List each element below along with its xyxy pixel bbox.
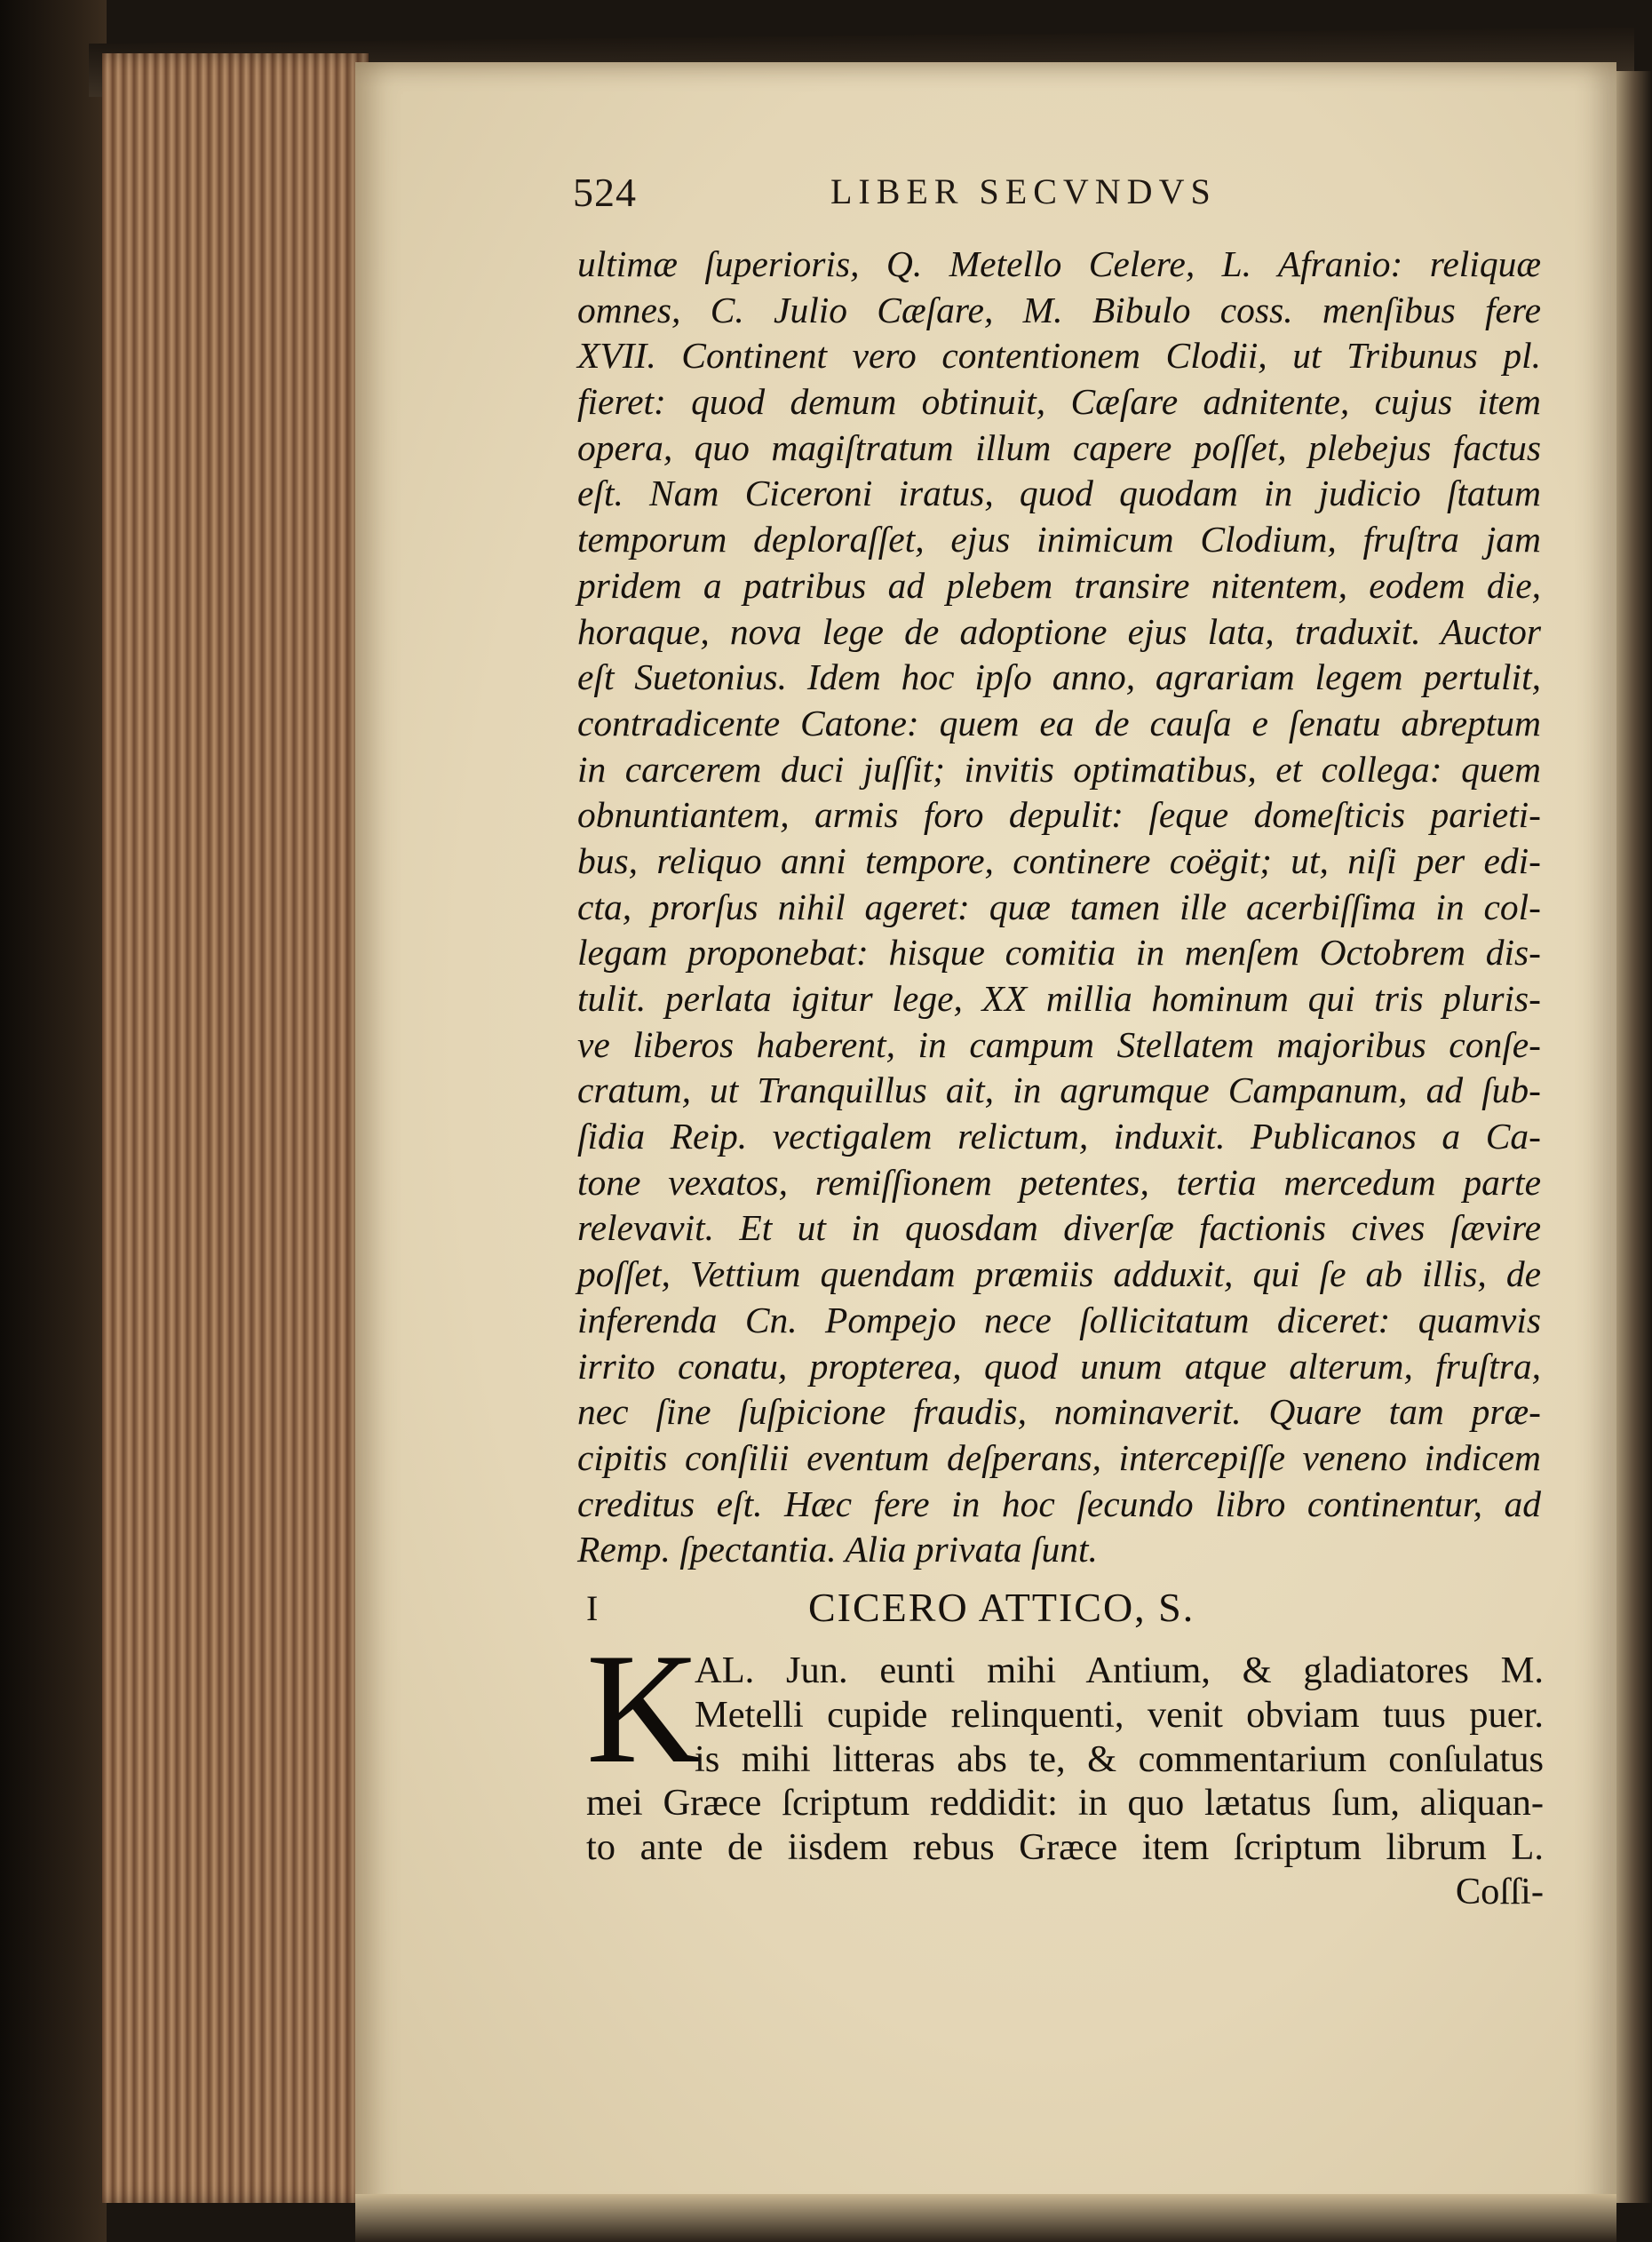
summary-line: relevavit. Et ut in quosdam diverſæ factionis cives ſævire — [577, 1207, 1541, 1249]
catchword: Coſſi- — [1455, 1870, 1544, 1912]
summary-line: XVII. Continent vero contentionem Clodii, ut Tribunus pl. — [577, 335, 1541, 377]
page-stack-edge — [102, 53, 369, 2203]
summary-line: opera, quo magiſtratum illum capere poſſet, plebejus factus — [577, 426, 1541, 468]
letter-line: AL. Jun. eunti mihi Antium, & gladiatores M. — [695, 1650, 1544, 1691]
summary-line: poſſet, Vettium quendam præmiis adduxit, qui ſe ab illis, de — [577, 1253, 1541, 1295]
summary-line: obnuntiantem, armis foro depulit: ſeque domeſticis parieti- — [577, 794, 1541, 836]
summary-line: fieret: quod demum obtinuit, Cæſare adnitente, cujus item — [577, 381, 1541, 423]
letter-line: mei Græce ſcriptum reddidit: in quo lætatus ſum, aliquan- — [586, 1782, 1544, 1825]
binding-edge — [0, 0, 107, 2242]
summary-line: ſidia Reip. vectigalem relictum, induxit. Publicanos a Ca- — [577, 1116, 1541, 1157]
summary-line: in carcerem duci juſſit; invitis optimatibus, et collega: quem — [577, 748, 1541, 790]
summary-line: nec ſine ſuſpicione fraudis, nominaverit. Quare tam præ- — [577, 1391, 1541, 1433]
summary-line: tulit. perlata igitur lege, XX millia hominum qui tris pluris- — [577, 978, 1541, 1019]
summary-line: cratum, ut Tranquillus ait, in agrumque Campanum, ad ſub- — [577, 1069, 1541, 1111]
summary-line: horaque, nova lege de adoptione ejus lata, traduxit. Auctor — [577, 610, 1541, 652]
summary-line: eſt. Nam Ciceroni iratus, quod quodam in judicio ſtatum — [577, 473, 1541, 514]
letter-line: to ante de iisdem rebus Græce item ſcriptum librum L. — [586, 1826, 1544, 1869]
summary-line: legam proponebat: hisque comitia in menſem Octobrem dis- — [577, 932, 1541, 974]
summary-line: tone vexatos, remiſſionem petentes, tertia mercedum parte — [577, 1161, 1541, 1203]
running-head: LIBER SECVNDVS — [830, 171, 1217, 211]
summary-line: temporum deploraſſet, ejus inimicum Clodium, fruſtra jam — [577, 519, 1541, 560]
summary-line: irrito conatu, propterea, quod unum atque alterum, fruſtra, — [577, 1345, 1541, 1387]
summary-line: creditus eſt. Hæc fere in hoc ſecundo libro continentur, ad — [577, 1483, 1541, 1524]
summary-line: Remp. ſpectantia. Alia privata ſunt. — [577, 1529, 1098, 1570]
page-header — [573, 169, 1550, 222]
letter-number: I — [586, 1588, 599, 1628]
summary-line: omnes, C. Julio Cæſare, M. Bibulo coss. menſibus fere — [577, 289, 1541, 330]
letter-heading: CICERO ATTICO, S. — [808, 1585, 1195, 1630]
summary-line: pridem a patribus ad plebem transire nitentem, eodem die, — [577, 564, 1541, 606]
summary-line: ve liberos haberent, in campum Stellatem majoribus conſe- — [577, 1023, 1541, 1065]
summary-line: inferenda Cn. Pompejo nece ſollicitatum diceret: quamvis — [577, 1299, 1541, 1340]
letter-body — [586, 1649, 1544, 1914]
summary-line: ultimæ ſuperioris, Q. Metello Celere, L. Afranio: reliquæ — [577, 243, 1541, 284]
letter-line: is mihi litteras abs te, & commentarium conſulatus — [695, 1737, 1544, 1780]
summary-line: cta, prorſus nihil ageret: quæ tamen ille acerbiſſima in col- — [577, 886, 1541, 927]
letter-line: Metelli cupide relinquenti, venit obviam tuus puer. — [695, 1693, 1544, 1736]
summary-line: cipitis conſilii eventum deſperans, intercepiſſe veneno indicem — [577, 1436, 1541, 1478]
page-number: 524 — [573, 170, 637, 215]
summary-line: contradicente Catone: quem ea de cauſa e ſenatu abreptum — [577, 702, 1541, 743]
page-bottom-edge — [355, 2194, 1616, 2242]
book-summary — [577, 242, 1541, 1573]
letter-title — [586, 1584, 1545, 1637]
drop-capital: K — [586, 1620, 701, 1796]
summary-line: eſt Suetonius. Idem hoc ipſo anno, agrariam legem pertulit, — [577, 656, 1541, 698]
summary-line: bus, reliquo anni tempore, continere coëgit; ut, niſi per edi- — [577, 839, 1541, 881]
